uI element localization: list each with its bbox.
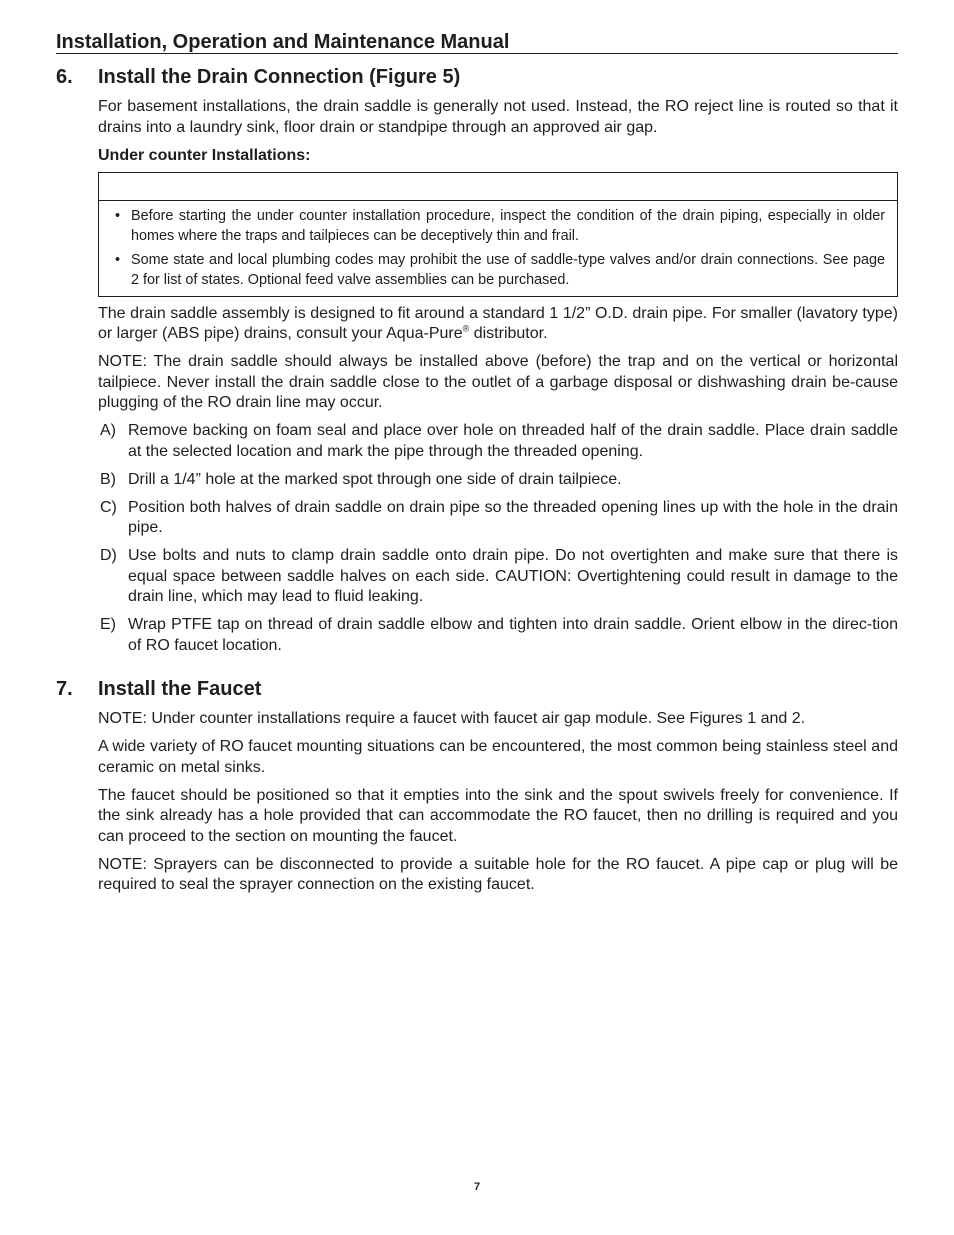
step-item	[97, 421, 898, 462]
step-item	[97, 546, 898, 608]
caution-box-title	[99, 173, 897, 201]
section-install-faucet	[56, 677, 898, 903]
document-header: Installation, Operation and Maintenance Manual	[56, 31, 898, 54]
section-6-intro: For basement installations, the drain saddle is generally not used. Instead, the RO reject line is routed so that it drains into a laundry sink, floor drain or standpipe through an approved air gap.	[98, 98, 898, 136]
section-drain-connection	[56, 65, 898, 664]
step-letter: D)	[100, 547, 117, 564]
drain-saddle-note: NOTE: The drain saddle should always be installed above (before) the trap and on the vertical or horizontal tailpiece. Never install the drain saddle close to the outlet of a garbage disposal or dishwashing drain be-cause plugging of the RO drain line may occur.	[98, 353, 898, 411]
step-text: Use bolts and nuts to clamp drain saddle onto drain pipe. Do not overtighten and make sure that there is equal space between saddle halves on each side. CAUTION: Overtightening could result in damage to the drain line, which may lead to fluid leaking.	[128, 547, 898, 605]
page-number: 7	[473, 1181, 481, 1193]
caution-bullet-list	[99, 201, 897, 296]
drain-saddle-paragraph	[98, 304, 898, 345]
section-6-body	[98, 97, 898, 656]
section-7-body	[98, 709, 898, 896]
step-letter: C)	[100, 498, 117, 516]
step-letter: A)	[100, 422, 116, 439]
caution-bullet-item	[115, 250, 885, 290]
section-6-title: Install the Drain Connection (Figure 5)	[98, 66, 461, 88]
section-7-paragraph: NOTE: Sprayers can be disconnected to provide a suitable hole for the RO faucet. A pipe cap or plug will be required to seal the sprayer connection on the existing faucet.	[98, 855, 898, 893]
section-7-number: 7.	[56, 678, 73, 700]
drain-saddle-text-end: distributor.	[469, 325, 548, 342]
step-text: Drill a 1/4” hole at the marked spot through one side of drain tailpiece.	[128, 470, 622, 488]
section-6-heading	[56, 65, 898, 89]
caution-bullet-text: Some state and local plumbing codes may prohibit the use of saddle-type valves and/or drain connections. See page 2 for list of states. Optional feed valve assemblies can be purchased.	[131, 251, 885, 288]
step-item	[97, 615, 898, 656]
section-6-number: 6.	[56, 66, 73, 88]
step-item	[97, 498, 898, 539]
section-7-paragraph: A wide variety of RO faucet mounting situations can be encountered, the most common being stainless steel and ceramic on metal sinks.	[98, 738, 898, 776]
section-7-heading	[56, 677, 898, 701]
caution-bullet-text: Before starting the under counter installation procedure, inspect the condition of the drain piping, especially in older homes where the traps and tailpieces can be deceptively thin and frail.	[131, 207, 885, 244]
section-7-paragraph: The faucet should be positioned so that it empties into the sink and the spout swivels freely for convenience. If the sink already has a hole provided that can accommodate the RO faucet, then no drilling is required and you can proceed to the section on mounting the faucet.	[98, 786, 898, 845]
section-7-paragraph: NOTE: Under counter installations require a faucet with faucet air gap module. See Figures 1 and 2.	[98, 710, 806, 727]
bullet-icon: •	[115, 251, 121, 268]
bullet-icon: •	[115, 207, 121, 224]
drain-saddle-text: The drain saddle assembly is designed to fit around a standard 1 1/2” O.D. drain pipe. For smaller (lavatory type) or larger (ABS pipe) drains, consult your Aqua-Pure	[98, 304, 898, 342]
step-text: Position both halves of drain saddle on drain pipe so the threaded opening lines up with the hole in the drain pipe.	[128, 498, 898, 536]
step-text: Remove backing on foam seal and place over hole on threaded half of the drain saddle. Place drain saddle at the selected location and mark the pipe through the threaded opening.	[128, 422, 898, 460]
registered-mark: ®	[462, 323, 470, 334]
step-letter: E)	[100, 616, 116, 633]
step-item	[97, 470, 898, 491]
step-letter: B)	[100, 470, 116, 488]
under-counter-subheading: Under counter Installations:	[98, 146, 311, 164]
drain-steps-list	[97, 421, 898, 656]
caution-bullet-item	[115, 206, 885, 246]
caution-box	[98, 172, 898, 297]
step-text: Wrap PTFE tap on thread of drain saddle elbow and tighten into drain saddle. Orient elbow in the direc-tion of RO faucet location.	[128, 616, 898, 654]
section-7-title: Install the Faucet	[98, 678, 262, 700]
